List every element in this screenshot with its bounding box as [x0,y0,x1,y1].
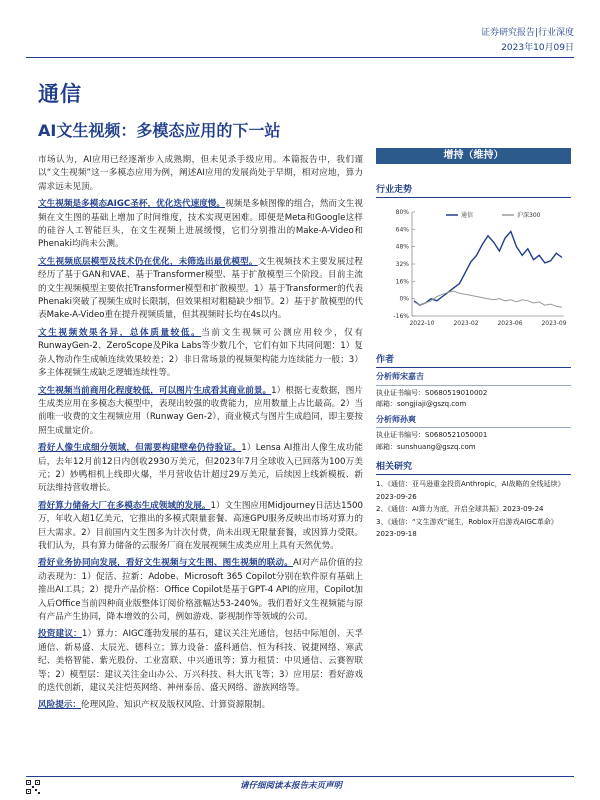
y-tick-label: 0% [399,295,409,303]
section-body: 当前文生视频可公测应用较少，仅有RunwayGen-2、ZeroScope及Pika Labs等少数几个，它们有如下共同问题：1）复杂人物动作生成帧连续效果较差；2）非日常场景的视频架构能力连续能力一般；3）多主体视频生成缺乏逻辑连续性等。 [38,327,363,379]
analyst-block [376,371,571,453]
section-paragraph [38,557,363,624]
header-info [481,26,574,56]
footer-disclaimer[interactable]: 请仔细阅读本报告末页声明 [240,781,343,791]
section-body: 1）根据七麦数据，图片生成类应用在多模态大模型中，表现出较强的收费能力，应用数量上占比最高。2）当前唯一收费的文生视频应用（Runway Gen-2），商业模式与图片生成趋同，即主要按照生成量定价。 [38,385,363,436]
series-line-industry [414,232,562,306]
section-lead: 文生视频底层模型及技术仍在优化，未筛选出最优模型。 [38,256,258,267]
research-heading: 相关研究 [376,459,571,475]
section-paragraph [38,327,363,381]
trend-chart [376,204,571,334]
analyst-email[interactable]: 邮箱：songjiaji@gszq.com [376,400,467,408]
section-lead: 文生视频是多模态AIGC圣杯，优化迭代速度慢。 [38,199,226,210]
x-tick-label: 2023-06 [497,320,523,327]
y-tick-label: 48% [395,243,409,251]
rating-badge: 增持（维持） [376,148,571,164]
sector-title: 通信 [38,82,82,106]
trend-chart-svg [376,204,571,334]
main-column [38,154,363,717]
legend-label: 沪深300 [517,212,541,219]
analyst-license: 执业证书编号：S0680519010002 [376,388,488,397]
research-list [376,478,571,541]
section-lead: 文生视频当前商用化程度较低，可以图片生成看其商业前景。 [38,385,272,396]
x-tick-label: 2023-09 [541,320,567,327]
y-tick-label: 64% [395,226,409,234]
series-line-index [414,291,562,307]
x-tick-label: 2022-10 [409,320,435,327]
footer-rule [26,776,574,777]
intro-paragraph: 市场认为，AI应用已经逐渐步入成熟期，但未见杀手级应用。本篇报告中，我们谨以“文生视频”这一多模态应用为例，阐述AI应用的发展尚处于早期，相对应地，算力需求远未见顶。 [38,155,363,192]
report-date: 2023年10月09日 [501,43,574,53]
y-tick-label: 32% [395,261,409,268]
risk-body: 伦理风险、知识产权及版权风险、计算资源限制。 [80,700,271,711]
header-rule [26,57,574,58]
y-tick-label: 16% [395,278,409,286]
section-body: 视频是多帧图像的组合，然而文生视频在文生图的基础上增加了时间维度，技术实现更困难。即便是Meta和Google这样的硅谷人工智能巨头，在文生视频上进展缓慢，它们分别推出的Make-A-Video和Phenaki均尚未公测。 [38,199,363,250]
analyst-name: 分析师孙爽 [376,414,416,424]
analyst-name: 分析师宋嘉吉 [376,372,424,381]
section-paragraph [38,256,363,323]
author-heading: 作者 [376,352,571,368]
report-title: AI文生视频：多模态应用的下一站 [38,121,281,140]
investment-body: 1）算力：AIGC蓬勃发展的基石，建议关注光通信，包括中际旭创、天孚通信、新易盛、太辰光、德科立；算力设备：盛科通信、恒为科技、锐捷网络、寒武纪、美格智能、紫光股份、工业富联、中兴通讯等；算力租赁：中贝通信、云赛智联等；2）模型层：建议关注金山办公、万兴科技、科大讯飞等；3）应用层：看好游戏的迭代创新，建议关注恺英网络、神州泰岳、盛天网络、游族网络等。 [38,629,363,694]
section-paragraph [38,442,363,496]
risk-lead: 风险提示： [38,700,81,711]
sidebar [376,148,571,541]
section-paragraph [38,385,363,439]
trend-heading: 行业走势 [376,182,571,198]
section-lead: 看好业务协同向发展，看好文生视频与文生图、图生视频的联动。 [38,558,294,569]
analyst-license: 执业证书编号：S0680521050001 [376,431,488,439]
x-tick-label: 2023-02 [453,320,479,327]
section-paragraph [38,198,363,252]
research-item[interactable]: 3、《通信：“文生游戏”诞生，Roblox开启游戏AIGC革命》2023-09-18 [376,517,558,538]
research-item[interactable]: 2、《通信：AI算力为底，开启全球共振》2023-09-24 [376,505,544,513]
qr-code-icon [26,780,40,794]
section-body: AI对产品价值的拉动表现为：1）促活、拉新：Adobe、Microsoft 365 Copilot分别在软件原有基础上推出AI工具；2）提升产品价格：Office Copilot是基于GPT-4 API的应用，Copilot加入后Office当前四种商业版整体订阅价格涨幅达53-240%。我们看好文生视频能与原有产品产生协同，降本增效的公司，例如游戏、影视制作等领域的公司。 [38,558,363,622]
research-item[interactable]: 1、《通信：亚马逊重金投资Anthropic，AI战略的全线延续》2023-09-26 [376,480,565,501]
divider [376,385,571,386]
legend-label: 通信 [461,212,474,219]
y-tick-label: -16% [393,313,409,320]
investment-paragraph [38,628,363,695]
section-lead: 看好算力储备大厂在多模态生成领域的发展。 [38,500,211,511]
y-tick-label: 80% [395,209,409,216]
section-paragraph [38,500,363,554]
investment-lead: 投资建议： [38,629,82,640]
section-body: 1）Lensa AI推出人像生成功能后，去年12月前12日内创收2930万美元，但2023年7月全球收入已回落为100万美元；2）妙鸭相机上线即火爆，半月营收估计超过29万美元，后续因上线新模板、新玩法维持营收增长。 [38,443,363,494]
section-lead: 文生视频效果各异，总体质量较低。 [38,327,202,338]
section-body: 1）文生图应用Midjourney日活达1500万，年收入超1亿美元，它推出的多模式限量套餐、高速GPU服务反映出市场对算力的巨大需求。2）目前国内文生图多为计次付费，尚未出现无限量套餐，或因算力受限。我们认为，具有算力储备的云服务厂商在发展视频生成类应用上具有天然优势。 [38,500,363,551]
risk-paragraph [38,699,363,712]
divider [376,427,571,428]
analyst-email[interactable]: 邮箱：sunshuang@gszq.com [376,442,476,451]
section-body: 文生视频技术主要发展过程经历了基于GAN和VAE、基于Transformer模型、基于扩散模型三个阶段。目前主流的文生视频模型主要依托Transformer模型和扩散模型。1）基于Transformer的代表Phenaki突破了视频生成时长限制，但效果相对粗糙缺少细节。2）基于扩散模型的代表Make-A-Video重在提升视频质量，但其视频时长均在4s以内。 [38,256,363,321]
section-lead: 看好人像生成细分领域，但需要构建壁垒仍待验证。 [38,443,242,454]
report-type: 证券研究报告|行业深度 [480,28,574,38]
